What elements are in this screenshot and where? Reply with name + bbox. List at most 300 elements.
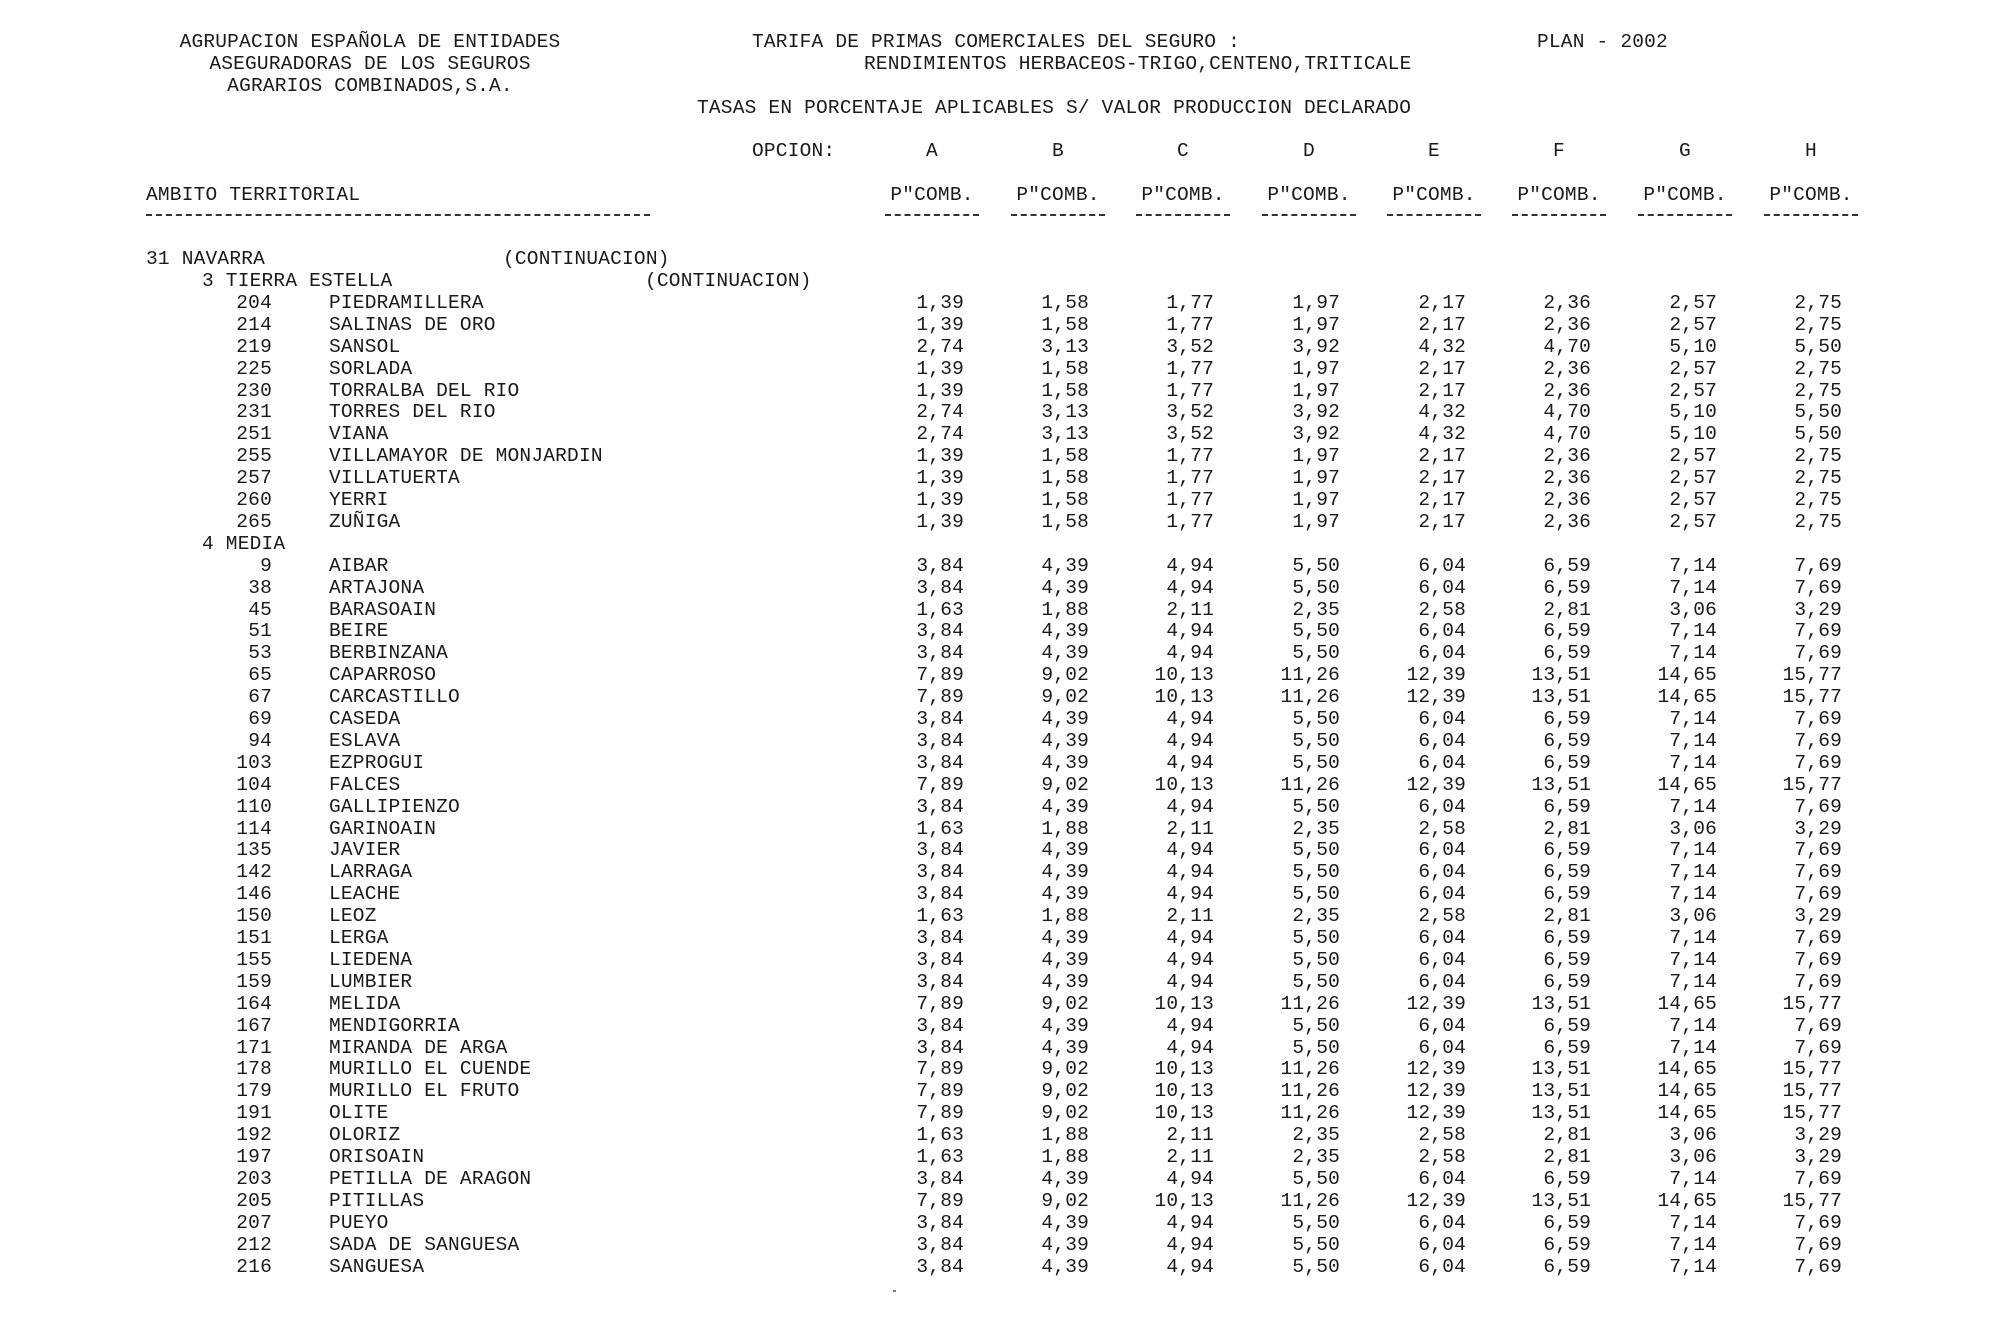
title-line-1: TARIFA DE PRIMAS COMERCIALES DEL SEGURO : — [752, 31, 1240, 53]
rate-g: 2,57 — [1669, 379, 1717, 402]
rate-a: 3,84 — [916, 1255, 964, 1278]
rate-e: 12,39 — [1406, 664, 1466, 687]
rate-a: 1,63 — [916, 905, 964, 928]
rate-c: 1,77 — [1166, 291, 1214, 314]
rate-g: 7,14 — [1669, 1211, 1717, 1234]
rate-c: 4,94 — [1166, 729, 1214, 752]
rate-e: 2,58 — [1418, 905, 1466, 928]
rate-h: 3,29 — [1794, 905, 1842, 928]
municipality-name: SALINAS DE ORO — [329, 313, 496, 336]
rate-c: 2,11 — [1166, 1124, 1214, 1147]
municipality-code: 69 — [248, 708, 272, 730]
plan-label: PLAN - 2002 — [1537, 31, 1668, 53]
rate-b: 4,39 — [1041, 620, 1089, 643]
municipality-code: 204 — [236, 291, 272, 314]
rate-e: 2,17 — [1418, 379, 1466, 402]
rate-f: 6,59 — [1543, 883, 1591, 906]
municipality-name: LEACHE — [329, 883, 401, 906]
municipality-name: PETILLA DE ARAGON — [329, 1167, 532, 1190]
rate-g: 14,65 — [1657, 773, 1717, 796]
municipality-name: LEOZ — [329, 905, 377, 928]
rate-b: 1,88 — [1041, 1124, 1089, 1147]
rate-b: 4,39 — [1041, 795, 1089, 818]
rate-c: 2,11 — [1166, 905, 1214, 928]
rate-h: 7,69 — [1794, 1233, 1842, 1256]
rate-b: 4,39 — [1041, 970, 1089, 993]
municipality-code: 167 — [236, 1014, 272, 1037]
rate-a: 1,39 — [916, 379, 964, 402]
municipality-code: 197 — [236, 1146, 272, 1168]
municipality-name: MURILLO EL CUENDE — [329, 1058, 532, 1081]
municipality-name: BEIRE — [329, 620, 389, 643]
rate-h: 7,69 — [1794, 970, 1842, 993]
rate-a: 3,84 — [916, 948, 964, 971]
column-header-h: P"COMB. — [1769, 184, 1853, 206]
municipality-code: 231 — [236, 401, 272, 424]
rate-e: 6,04 — [1418, 576, 1466, 599]
rate-b: 1,88 — [1041, 1146, 1089, 1168]
rate-g: 7,14 — [1669, 861, 1717, 884]
rate-g: 2,57 — [1669, 510, 1717, 533]
column-header-b: P"COMB. — [1016, 184, 1100, 206]
rate-h: 7,69 — [1794, 795, 1842, 818]
rate-h: 7,69 — [1794, 1211, 1842, 1234]
rate-e: 2,58 — [1418, 817, 1466, 840]
option-letter-b: B — [1052, 140, 1064, 162]
rate-f: 6,59 — [1543, 1211, 1591, 1234]
municipality-name: VILLATUERTA — [329, 467, 460, 490]
rate-d: 11,26 — [1280, 1102, 1340, 1125]
region-continuation: (CONTINUACION) — [645, 270, 812, 292]
rate-a: 3,84 — [916, 1014, 964, 1037]
rate-f: 2,36 — [1543, 313, 1591, 336]
rate-f: 2,36 — [1543, 379, 1591, 402]
rate-d: 3,92 — [1292, 401, 1340, 424]
rate-g: 7,14 — [1669, 927, 1717, 949]
rate-b: 1,58 — [1041, 445, 1089, 468]
rate-b: 9,02 — [1041, 1058, 1089, 1081]
rate-a: 3,84 — [916, 708, 964, 730]
rate-c: 1,77 — [1166, 510, 1214, 533]
rate-d: 5,50 — [1292, 576, 1340, 599]
rate-g: 7,14 — [1669, 948, 1717, 971]
rate-d: 3,92 — [1292, 335, 1340, 358]
rate-f: 13,51 — [1531, 686, 1591, 709]
rate-c: 4,94 — [1166, 642, 1214, 665]
rate-f: 6,59 — [1543, 861, 1591, 884]
rate-d: 5,50 — [1292, 970, 1340, 993]
municipality-name: BARASOAIN — [329, 598, 437, 621]
rate-a: 1,63 — [916, 1124, 964, 1147]
municipality-code: 265 — [236, 510, 272, 533]
rate-g: 5,10 — [1669, 401, 1717, 424]
rate-e: 6,04 — [1418, 1211, 1466, 1234]
rate-d: 1,97 — [1292, 467, 1340, 490]
rate-d: 5,50 — [1292, 620, 1340, 643]
municipality-name: GARINOAIN — [329, 817, 437, 840]
rate-g: 7,14 — [1669, 1036, 1717, 1059]
municipality-code: 255 — [236, 445, 272, 468]
rate-d: 2,35 — [1292, 817, 1340, 840]
column-header-e: P"COMB. — [1392, 184, 1476, 206]
rate-d: 5,50 — [1292, 1211, 1340, 1234]
rate-b: 4,39 — [1041, 1036, 1089, 1059]
rate-a: 3,84 — [916, 1233, 964, 1256]
rate-a: 1,63 — [916, 1146, 964, 1168]
rate-a: 3,84 — [916, 751, 964, 774]
rate-e: 12,39 — [1406, 1102, 1466, 1125]
org-line-1: AGRUPACION ESPAÑOLA DE ENTIDADES — [179, 31, 561, 53]
rate-f: 6,59 — [1543, 1036, 1591, 1059]
rate-c: 4,94 — [1166, 1014, 1214, 1037]
rate-c: 4,94 — [1166, 554, 1214, 577]
rate-a: 2,74 — [916, 335, 964, 358]
rate-e: 4,32 — [1418, 401, 1466, 424]
rate-f: 6,59 — [1543, 620, 1591, 643]
rate-a: 7,89 — [916, 1189, 964, 1212]
rate-h: 15,77 — [1782, 664, 1842, 687]
rate-a: 3,84 — [916, 927, 964, 949]
rate-f: 6,59 — [1543, 839, 1591, 862]
subtitle: TASAS EN PORCENTAJE APLICABLES S/ VALOR PRODUCCION DECLARADO — [697, 97, 1412, 119]
rate-b: 9,02 — [1041, 686, 1089, 709]
rate-f: 13,51 — [1531, 1080, 1591, 1103]
rate-g: 2,57 — [1669, 357, 1717, 380]
rate-d: 5,50 — [1292, 861, 1340, 884]
municipality-code: 178 — [236, 1058, 272, 1081]
municipality-code: 216 — [236, 1255, 272, 1278]
municipality-name: ESLAVA — [329, 729, 401, 752]
municipality-name: OLORIZ — [329, 1124, 401, 1147]
rate-h: 3,29 — [1794, 1124, 1842, 1147]
rate-g: 7,14 — [1669, 1167, 1717, 1190]
rate-b: 4,39 — [1041, 1211, 1089, 1234]
rate-h: 15,77 — [1782, 1058, 1842, 1081]
rate-c: 3,52 — [1166, 335, 1214, 358]
ambito-label: AMBITO TERRITORIAL — [146, 184, 361, 206]
rate-c: 4,94 — [1166, 839, 1214, 862]
municipality-name: YERRI — [329, 489, 389, 511]
rate-h: 7,69 — [1794, 642, 1842, 665]
opcion-label: OPCION: — [752, 140, 836, 162]
rate-d: 5,50 — [1292, 1233, 1340, 1256]
option-letter-a: A — [926, 140, 938, 162]
rate-d: 5,50 — [1292, 883, 1340, 906]
rate-d: 5,50 — [1292, 708, 1340, 730]
rate-c: 4,94 — [1166, 751, 1214, 774]
rate-b: 1,58 — [1041, 510, 1089, 533]
municipality-code: 214 — [236, 313, 272, 336]
column-header-g: P"COMB. — [1643, 184, 1727, 206]
rate-e: 6,04 — [1418, 927, 1466, 949]
rate-e: 6,04 — [1418, 729, 1466, 752]
municipality-code: 171 — [236, 1036, 272, 1059]
rate-e: 6,04 — [1418, 948, 1466, 971]
rate-c: 4,94 — [1166, 1255, 1214, 1278]
rate-c: 4,94 — [1166, 1233, 1214, 1256]
municipality-code: 142 — [236, 861, 272, 884]
rate-c: 2,11 — [1166, 817, 1214, 840]
rate-f: 6,59 — [1543, 1255, 1591, 1278]
rate-b: 4,39 — [1041, 708, 1089, 730]
rate-e: 6,04 — [1418, 795, 1466, 818]
rate-a: 3,84 — [916, 970, 964, 993]
rate-h: 7,69 — [1794, 948, 1842, 971]
municipality-code: 103 — [236, 751, 272, 774]
rate-g: 14,65 — [1657, 664, 1717, 687]
rate-a: 7,89 — [916, 686, 964, 709]
municipality-name: PIEDRAMILLERA — [329, 291, 484, 314]
municipality-name: CARCASTILLO — [329, 686, 460, 709]
rate-h: 7,69 — [1794, 1167, 1842, 1190]
rate-d: 5,50 — [1292, 1255, 1340, 1278]
municipality-code: 191 — [236, 1102, 272, 1125]
rate-g: 7,14 — [1669, 883, 1717, 906]
rate-a: 1,39 — [916, 313, 964, 336]
column-underline-d — [1262, 214, 1356, 216]
rate-f: 6,59 — [1543, 708, 1591, 730]
rate-h: 7,69 — [1794, 1014, 1842, 1037]
rate-b: 1,58 — [1041, 313, 1089, 336]
municipality-name: TORRALBA DEL RIO — [329, 379, 520, 402]
rate-f: 4,70 — [1543, 401, 1591, 424]
rate-e: 6,04 — [1418, 642, 1466, 665]
rate-b: 4,39 — [1041, 1233, 1089, 1256]
rate-f: 6,59 — [1543, 642, 1591, 665]
rate-c: 1,77 — [1166, 313, 1214, 336]
rate-b: 4,39 — [1041, 729, 1089, 752]
column-underline-f — [1512, 214, 1606, 216]
rate-e: 4,32 — [1418, 423, 1466, 446]
rate-c: 1,77 — [1166, 489, 1214, 511]
rate-d: 5,50 — [1292, 729, 1340, 752]
rate-b: 4,39 — [1041, 883, 1089, 906]
rate-d: 11,26 — [1280, 1080, 1340, 1103]
municipality-code: 192 — [236, 1124, 272, 1147]
rate-e: 6,04 — [1418, 1014, 1466, 1037]
rate-g: 7,14 — [1669, 1014, 1717, 1037]
rate-e: 12,39 — [1406, 1058, 1466, 1081]
rate-f: 13,51 — [1531, 1102, 1591, 1125]
municipality-name: MELIDA — [329, 992, 401, 1015]
rate-h: 2,75 — [1794, 379, 1842, 402]
rate-b: 1,58 — [1041, 467, 1089, 490]
municipality-name: SANGUESA — [329, 1255, 425, 1278]
rate-f: 2,81 — [1543, 598, 1591, 621]
municipality-name: LUMBIER — [329, 970, 413, 993]
rate-a: 7,89 — [916, 992, 964, 1015]
rate-g: 3,06 — [1669, 1146, 1717, 1168]
rate-g: 7,14 — [1669, 1255, 1717, 1278]
option-letter-f: F — [1553, 140, 1565, 162]
rate-b: 1,88 — [1041, 905, 1089, 928]
rate-e: 2,58 — [1418, 598, 1466, 621]
rate-h: 5,50 — [1794, 423, 1842, 446]
rate-g: 14,65 — [1657, 1189, 1717, 1212]
rate-e: 2,17 — [1418, 489, 1466, 511]
rate-c: 1,77 — [1166, 357, 1214, 380]
municipality-name: ZUÑIGA — [329, 510, 401, 533]
rate-c: 10,13 — [1154, 686, 1214, 709]
municipality-name: LIEDENA — [329, 948, 413, 971]
rate-a: 3,84 — [916, 1211, 964, 1234]
rate-f: 6,59 — [1543, 927, 1591, 949]
rate-c: 1,77 — [1166, 445, 1214, 468]
region-label: 4 MEDIA — [202, 532, 286, 555]
province-continuation: (CONTINUACION) — [503, 248, 670, 270]
rate-g: 14,65 — [1657, 1058, 1717, 1081]
rate-c: 10,13 — [1154, 773, 1214, 796]
municipality-name: SORLADA — [329, 357, 413, 380]
rate-c: 10,13 — [1154, 1080, 1214, 1103]
rate-e: 2,17 — [1418, 467, 1466, 490]
rate-f: 4,70 — [1543, 335, 1591, 358]
rate-g: 7,14 — [1669, 708, 1717, 730]
rate-b: 4,39 — [1041, 554, 1089, 577]
rate-e: 2,58 — [1418, 1124, 1466, 1147]
rate-f: 6,59 — [1543, 729, 1591, 752]
rate-h: 3,29 — [1794, 1146, 1842, 1168]
rate-h: 7,69 — [1794, 708, 1842, 730]
rate-f: 6,59 — [1543, 751, 1591, 774]
municipality-code: 45 — [248, 598, 272, 621]
rate-e: 6,04 — [1418, 708, 1466, 730]
municipality-code: 53 — [248, 642, 272, 665]
rate-e: 2,17 — [1418, 510, 1466, 533]
municipality-code: 65 — [248, 664, 272, 687]
rate-e: 6,04 — [1418, 1255, 1466, 1278]
rate-c: 4,94 — [1166, 795, 1214, 818]
rate-d: 2,35 — [1292, 905, 1340, 928]
municipality-name: MENDIGORRIA — [329, 1014, 460, 1037]
rate-h: 7,69 — [1794, 883, 1842, 906]
rate-h: 7,69 — [1794, 861, 1842, 884]
column-header-c: P"COMB. — [1141, 184, 1225, 206]
rate-g: 3,06 — [1669, 598, 1717, 621]
rate-f: 13,51 — [1531, 773, 1591, 796]
rate-a: 3,84 — [916, 861, 964, 884]
rate-g: 7,14 — [1669, 729, 1717, 752]
rate-c: 1,77 — [1166, 379, 1214, 402]
rate-a: 7,89 — [916, 1058, 964, 1081]
rate-b: 1,58 — [1041, 489, 1089, 511]
rate-h: 2,75 — [1794, 313, 1842, 336]
rate-a: 3,84 — [916, 1036, 964, 1059]
rate-a: 3,84 — [916, 620, 964, 643]
rate-e: 12,39 — [1406, 1080, 1466, 1103]
municipality-name: LARRAGA — [329, 861, 413, 884]
rate-h: 15,77 — [1782, 773, 1842, 796]
rate-h: 2,75 — [1794, 510, 1842, 533]
municipality-code: 230 — [236, 379, 272, 402]
rate-b: 4,39 — [1041, 948, 1089, 971]
rate-a: 1,39 — [916, 357, 964, 380]
municipality-code: 225 — [236, 357, 272, 380]
rate-d: 2,35 — [1292, 1146, 1340, 1168]
rate-c: 4,94 — [1166, 620, 1214, 643]
rate-c: 3,52 — [1166, 423, 1214, 446]
municipality-code: 179 — [236, 1080, 272, 1103]
rate-d: 1,97 — [1292, 357, 1340, 380]
column-underline-c — [1136, 214, 1230, 216]
rate-b: 9,02 — [1041, 1080, 1089, 1103]
rate-e: 6,04 — [1418, 839, 1466, 862]
municipality-name: ORISOAIN — [329, 1146, 425, 1168]
rate-e: 4,32 — [1418, 335, 1466, 358]
municipality-name: OLITE — [329, 1102, 389, 1125]
rate-h: 2,75 — [1794, 357, 1842, 380]
rate-e: 2,17 — [1418, 291, 1466, 314]
rate-a: 2,74 — [916, 423, 964, 446]
rate-a: 3,84 — [916, 729, 964, 752]
rate-e: 6,04 — [1418, 1233, 1466, 1256]
rate-f: 6,59 — [1543, 795, 1591, 818]
column-header-d: P"COMB. — [1267, 184, 1351, 206]
column-underline-b — [1011, 214, 1105, 216]
rate-e: 2,17 — [1418, 357, 1466, 380]
rate-g: 3,06 — [1669, 817, 1717, 840]
column-header-a: P"COMB. — [890, 184, 974, 206]
rate-d: 11,26 — [1280, 992, 1340, 1015]
rate-c: 4,94 — [1166, 1036, 1214, 1059]
rate-a: 1,39 — [916, 510, 964, 533]
rate-g: 14,65 — [1657, 686, 1717, 709]
rate-h: 15,77 — [1782, 686, 1842, 709]
rate-h: 15,77 — [1782, 1080, 1842, 1103]
rate-h: 15,77 — [1782, 992, 1842, 1015]
rate-f: 13,51 — [1531, 1189, 1591, 1212]
rate-g: 14,65 — [1657, 1102, 1717, 1125]
rate-f: 6,59 — [1543, 1167, 1591, 1190]
column-header-f: P"COMB. — [1517, 184, 1601, 206]
rate-e: 12,39 — [1406, 1189, 1466, 1212]
rate-d: 1,97 — [1292, 291, 1340, 314]
rate-d: 5,50 — [1292, 1167, 1340, 1190]
option-letter-e: E — [1428, 140, 1440, 162]
rate-c: 1,77 — [1166, 467, 1214, 490]
rate-a: 3,84 — [916, 795, 964, 818]
municipality-name: EZPROGUI — [329, 751, 425, 774]
rate-g: 7,14 — [1669, 576, 1717, 599]
municipality-code: 251 — [236, 423, 272, 446]
municipality-name: CAPARROSO — [329, 664, 437, 687]
column-underline-a — [885, 214, 979, 216]
rate-e: 6,04 — [1418, 1167, 1466, 1190]
municipality-name: BERBINZANA — [329, 642, 449, 665]
municipality-code: 219 — [236, 335, 272, 358]
rate-f: 2,36 — [1543, 467, 1591, 490]
municipality-code: 207 — [236, 1211, 272, 1234]
rate-g: 3,06 — [1669, 1124, 1717, 1147]
rate-c: 4,94 — [1166, 970, 1214, 993]
municipality-name: LERGA — [329, 927, 389, 949]
rate-e: 6,04 — [1418, 883, 1466, 906]
municipality-name: CASEDA — [329, 708, 401, 730]
rate-f: 4,70 — [1543, 423, 1591, 446]
title-line-2: RENDIMIENTOS HERBACEOS-TRIGO,CENTENO,TRITICALE — [864, 53, 1412, 75]
municipality-code: 51 — [248, 620, 272, 643]
rate-g: 7,14 — [1669, 795, 1717, 818]
column-underline-g — [1638, 214, 1732, 216]
rate-a: 1,39 — [916, 467, 964, 490]
municipality-code: 146 — [236, 883, 272, 906]
rate-f: 6,59 — [1543, 1233, 1591, 1256]
rate-h: 7,69 — [1794, 576, 1842, 599]
rate-e: 6,04 — [1418, 861, 1466, 884]
rate-g: 7,14 — [1669, 751, 1717, 774]
municipality-name: VILLAMAYOR DE MONJARDIN — [329, 445, 603, 468]
rate-e: 2,17 — [1418, 445, 1466, 468]
